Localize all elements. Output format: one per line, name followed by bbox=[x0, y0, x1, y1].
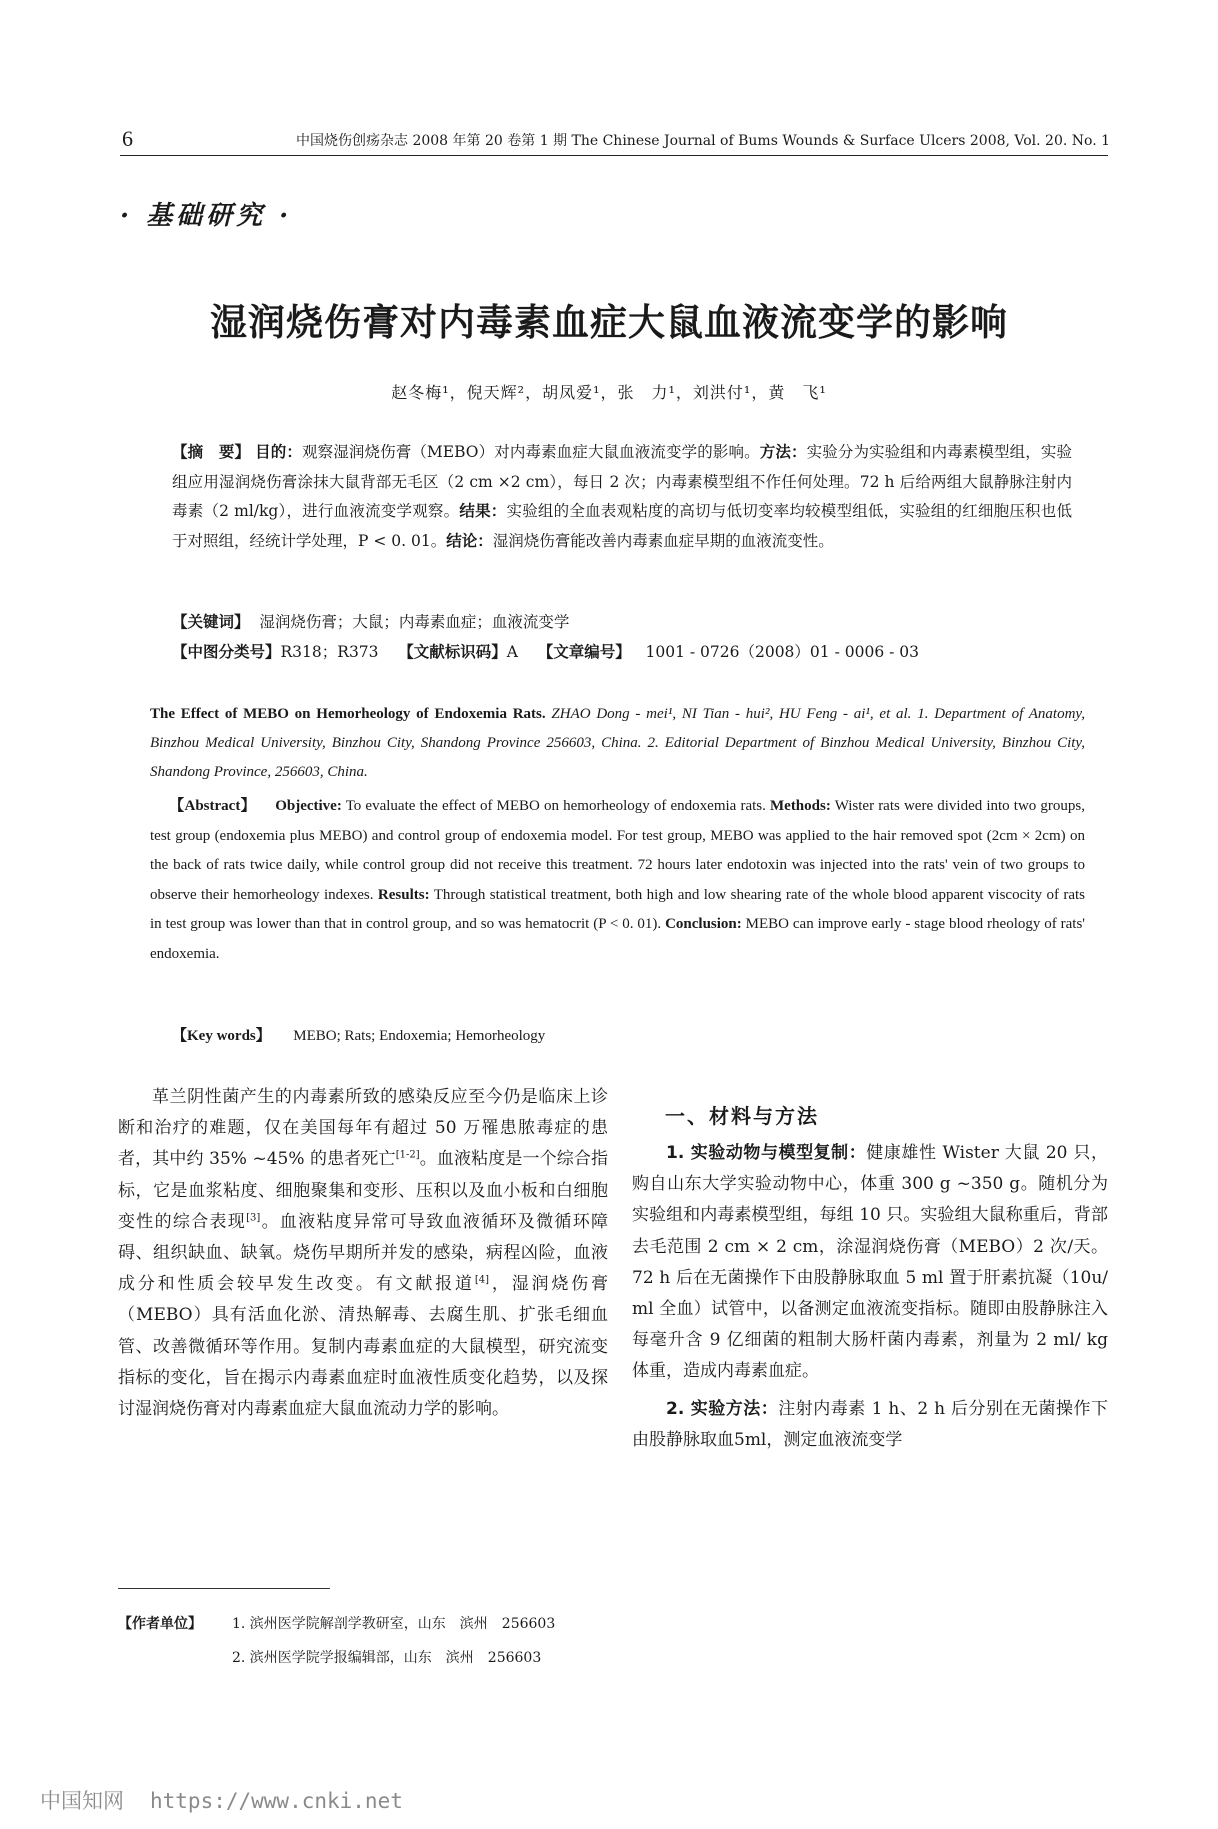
title-en: The Effect of MEBO on Hemorheology of Endoxemia Rats. bbox=[150, 706, 546, 722]
section-heading-methods: 一、材料与方法 bbox=[665, 1104, 819, 1128]
watermark-brand: 中国知网 bbox=[40, 1789, 124, 1813]
results-label-cn: 结果： bbox=[459, 502, 507, 520]
results-en: Through statistical treatment, both high and low shearing rate of the whole blood apparent viscocity of rats in test group was lower than that in control group, and so was hematocrit (P < 0. 01). bbox=[150, 886, 1086, 932]
subsection-1 bbox=[632, 1138, 1108, 1388]
methods-cn: 实验分为实验组和内毒素模型组，实验组应用湿润烧伤膏涂抹大鼠背部无毛区（2 cm ×2 cm），每日 2 次；内毒素模型组不作任何处理。72 h 后给两组大鼠静脉注射内毒素（2 ml/kg），进行血液流变学观察。 bbox=[172, 443, 1072, 520]
objective-label-en: Objective: bbox=[275, 798, 342, 814]
intro-text-3: 。血液粘度异常可导致血液循环及微循环障碍、组织缺血、缺氧。烧伤早期所并发的感染，病程凶险，血液成分和性质会较早发生改变。有文献报道 bbox=[118, 1211, 609, 1295]
subsection-1-text: 健康雄性 Wister 大鼠 20 只，购自山东大学实验动物中心，体重 300 g ~350 g。随机分为实验组和内毒素模型组，每组 10 只。实验组大鼠称重后，背部去毛范围 2 cm × 2 cm，涂湿润烧伤膏（MEBO）2 次/天。72 h 后在无菌操作下由股静脉取血 5 ml 置于肝素抗凝（10u/ ml 全血）试管中，以备测定血液流变指标。随即由股静脉注入每毫升含 9 亿细菌的粗制大肠杆菌内毒素，剂量为 2 ml/ kg 体重，造成内毒素血症。 bbox=[632, 1143, 1108, 1382]
running-head: 中国烧伤创疡杂志 2008 年第 20 卷第 1 期 The Chinese Journal of Bums Wounds & Surface Ulcers 2008, Vol. 20. No. 1 bbox=[296, 133, 1110, 149]
abstract-cn bbox=[172, 438, 1072, 556]
intro-paragraph bbox=[118, 1082, 608, 1425]
keywords-cn bbox=[172, 610, 569, 632]
authors-en: ZHAO Dong - mei¹, NI Tian - hui², HU Feng - ai¹, et al. bbox=[551, 706, 912, 722]
clc-value: R318；R373 bbox=[280, 643, 379, 661]
keywords-en-text: MEBO; Rats; Endoxemia; Hemorheology bbox=[293, 1028, 546, 1044]
keywords-cn-text: 湿润烧伤膏；大鼠；内毒素血症；血液流变学 bbox=[259, 613, 570, 631]
intro-text-1: 革兰阴性菌产生的内毒素所致的感染反应至今仍是临床上诊断和治疗的难题，仅在美国每年有超过 50 万罹患脓毒症的患者，其中约 35% ~45% 的患者死亡 bbox=[118, 1087, 608, 1170]
classification-info-cn bbox=[172, 640, 919, 662]
footnote-rule bbox=[118, 1588, 330, 1589]
keywords-en-label: 【Key words】 bbox=[172, 1028, 271, 1044]
subsection-2 bbox=[632, 1394, 1108, 1456]
english-title-block bbox=[150, 700, 1085, 787]
conclusion-en: MEBO can improve early - stage blood rheology of rats' endoxemia. bbox=[150, 916, 1086, 962]
methods-label-cn: 方法： bbox=[759, 443, 807, 461]
doc-code-value: A bbox=[506, 643, 518, 661]
citation-ref: [3] bbox=[246, 1212, 261, 1224]
methods-en: Wister rats were divided into two groups, test group (endoxemia plus MEBO) and control group of endoxemia model. For test group, MEBO was applied to the hair removed spot (2cm × 2cm) on the back of rats twice daily, while control group did not receive this treatment. 72 hours later endotoxin was injected into the rats' vein of two groups to observe their hemorheology indexes. bbox=[150, 798, 1086, 903]
clc-label: 【中图分类号】 bbox=[172, 643, 281, 661]
abstract-en bbox=[150, 792, 1085, 969]
citation-ref: [1-2] bbox=[395, 1149, 420, 1161]
affiliations-en: 1. Department of Anatomy, Binzhou Medical University, Binzhou City, Shandong Province 256603, China. 2. Editorial Department of Binzhou Medical University, Binzhou City, Shandong Province, 256603, China. bbox=[150, 706, 1086, 780]
article-number-value: 1001 - 0726（2008）01 - 0006 - 03 bbox=[645, 643, 919, 661]
citation-ref: [4] bbox=[474, 1274, 490, 1286]
subsection-2-label: 2. 实验方法： bbox=[666, 1398, 779, 1419]
results-cn: 实验组的全血表观粘度的高切与低切变率均较模型组低，实验组的红细胞压积也低于对照组，经统计学处理，P < 0. 01。 bbox=[172, 502, 1072, 550]
article-number-label: 【文章编号】 bbox=[537, 643, 631, 661]
doc-code-label: 【文献标识码】 bbox=[398, 643, 507, 661]
intro-text-2: 。血液粘度是一个综合指标，它是血浆粘度、细胞聚集和变形、压积以及血小板和白细胞变性的综合表现 bbox=[118, 1149, 608, 1232]
objective-cn: 观察湿润烧伤膏（MEBO）对内毒素血症大鼠血液流变学的影响。 bbox=[302, 443, 760, 461]
body-left-column bbox=[118, 1082, 608, 1425]
footnote-affiliation-2: 2. 滨州医学院学报编辑部，山东 滨州 256603 bbox=[232, 1650, 542, 1666]
objective-en: To evaluate the effect of MEBO on hemorheology of endoxemia rats. bbox=[345, 798, 766, 814]
body-right-column bbox=[632, 1138, 1108, 1456]
conclusion-cn: 湿润烧伤膏能改善内毒素血症早期的血液流变性。 bbox=[492, 531, 834, 550]
abstract-en-label: 【Abstract】 bbox=[169, 798, 257, 814]
subsection-1-label: 1. 实验动物与模型复制： bbox=[666, 1143, 867, 1163]
intro-text-4: ，湿润烧伤膏（MEBO）具有活血化淤、清热解毒、去腐生肌、扩张毛细血管、改善微循环等作用。复制内毒素血症的大鼠模型，研究流变指标的变化，旨在揭示内毒素血症时血液性质变化趋势，以及探讨湿润烧伤膏对内毒素血症大鼠血流动力学的影响。 bbox=[118, 1274, 609, 1420]
section-label: · 基础研究 · bbox=[120, 201, 293, 231]
authors-cn: 赵冬梅¹，倪天辉²，胡凤爱¹，张 力¹，刘洪付¹，黄 飞¹ bbox=[391, 383, 827, 402]
abstract-cn-label: 【摘 要】 bbox=[172, 443, 251, 461]
article-title-cn: 湿润烧伤膏对内毒素血症大鼠血液流变学的影响 bbox=[210, 301, 1008, 344]
footnote-label: 【作者单位】 bbox=[118, 1616, 202, 1632]
results-label-en: Results: bbox=[377, 886, 430, 903]
watermark-url[interactable]: https://www.cnki.net bbox=[150, 1789, 403, 1813]
footnote-affiliation-1: 1. 滨州医学院解剖学教研室，山东 滨州 256603 bbox=[232, 1616, 556, 1632]
cnki-watermark bbox=[40, 1785, 403, 1815]
methods-label-en: Methods: bbox=[770, 798, 831, 814]
subsection-2-text: 注射内毒素 1 h、2 h 后分别在无菌操作下由股静脉取血5ml，测定血液流变学 bbox=[632, 1398, 1108, 1450]
objective-label-cn: 目的： bbox=[255, 443, 302, 461]
keywords-cn-label: 【关键词】 bbox=[172, 613, 250, 631]
page-number: 6 bbox=[122, 126, 133, 151]
header-rule bbox=[120, 155, 1108, 156]
conclusion-label-en: Conclusion: bbox=[665, 916, 742, 932]
conclusion-label-cn: 结论： bbox=[446, 531, 493, 550]
keywords-en bbox=[172, 1024, 545, 1045]
